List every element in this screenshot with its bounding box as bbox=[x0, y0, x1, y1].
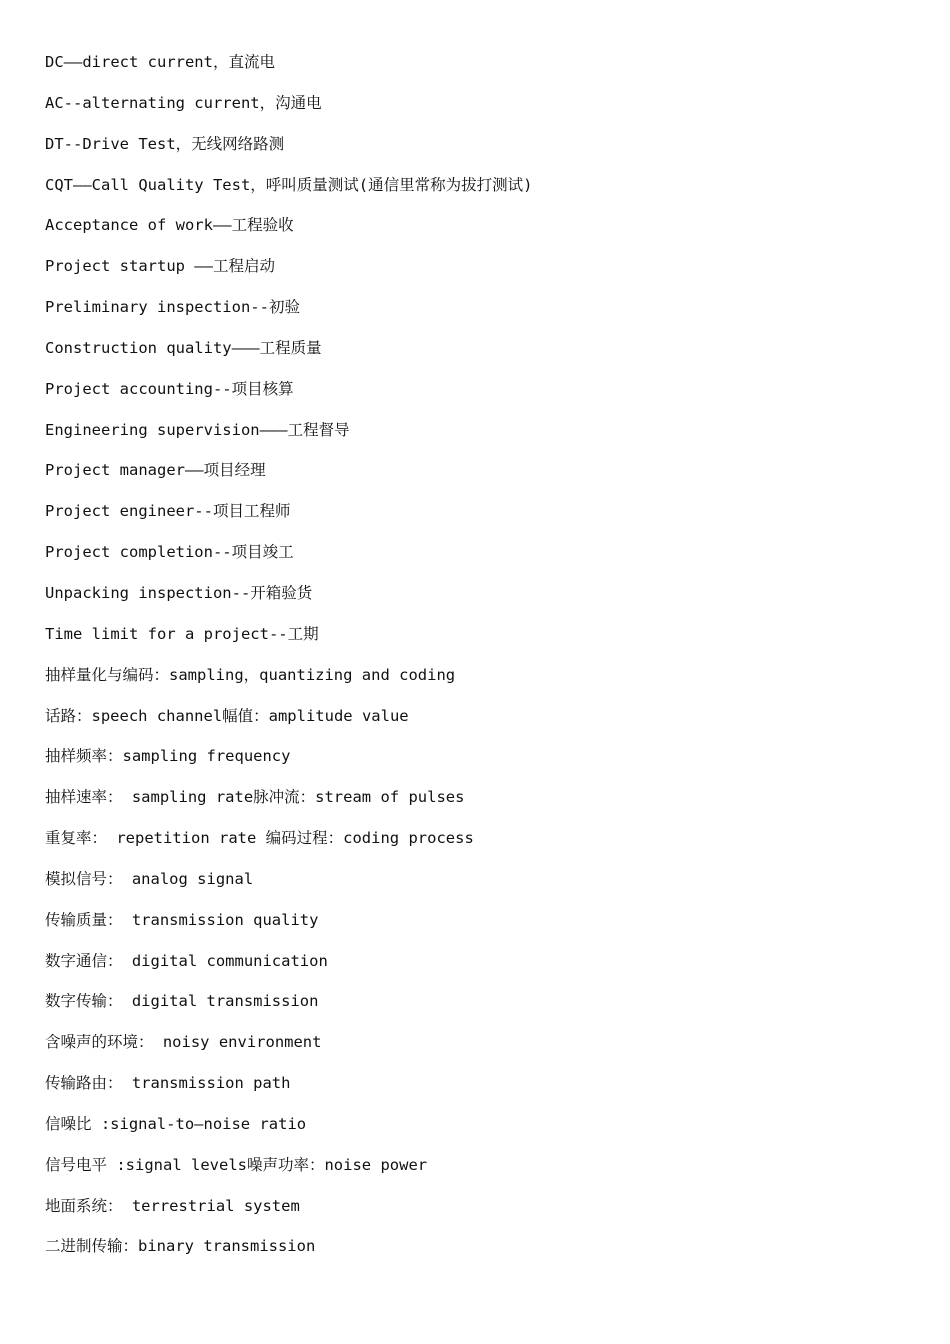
glossary-line: AC--alternating current，沟通电 bbox=[45, 93, 322, 112]
glossary-line: Unpacking inspection--开箱验货 bbox=[45, 583, 313, 602]
glossary-line: DT--Drive Test，无线网络路测 bbox=[45, 134, 285, 153]
glossary-line: 抽样频率：sampling frequency bbox=[45, 747, 291, 766]
glossary-line: Project manager——项目经理 bbox=[45, 461, 266, 480]
glossary-line: 信噪比 :signal-to—noise ratio bbox=[45, 1114, 307, 1133]
glossary-list bbox=[45, 48, 925, 1273]
glossary-line: Engineering supervision———工程督导 bbox=[45, 420, 350, 439]
glossary-line: CQT——Call Quality Test，呼叫质量测试(通信里常称为拔打测试) bbox=[45, 175, 533, 194]
glossary-line: Time limit for a project--工期 bbox=[45, 624, 319, 643]
glossary-line: 含噪声的环境： noisy environment bbox=[45, 1033, 322, 1052]
glossary-line: DC——direct current，直流电 bbox=[45, 53, 275, 71]
glossary-line: 数字通信： digital communication bbox=[45, 951, 328, 970]
glossary-line: 数字传输： digital transmission bbox=[45, 992, 319, 1011]
glossary-line: 传输质量： transmission quality bbox=[45, 910, 319, 929]
glossary-line: 信号电平 :signal levels噪声功率：noise power bbox=[45, 1155, 428, 1174]
glossary-line: 重复率： repetition rate 编码过程：coding process bbox=[45, 829, 474, 848]
glossary-line: Construction quality———工程质量 bbox=[45, 338, 322, 357]
glossary-line: Project engineer--项目工程师 bbox=[45, 502, 291, 521]
glossary-line: 地面系统： terrestrial system bbox=[45, 1196, 300, 1215]
glossary-line: Project accounting--项目核算 bbox=[45, 379, 294, 398]
glossary-line: Preliminary inspection--初验 bbox=[45, 298, 300, 317]
glossary-line: Project completion--项目竣工 bbox=[45, 543, 294, 562]
glossary-line: 抽样速率： sampling rate脉冲流：stream of pulses bbox=[45, 788, 465, 807]
glossary-line: 二进制传输：binary transmission bbox=[45, 1237, 316, 1256]
glossary-line: 话路：speech channel幅值：amplitude value bbox=[45, 706, 409, 725]
glossary-line: Acceptance of work——工程验收 bbox=[45, 216, 294, 235]
glossary-line: 模拟信号： analog signal bbox=[45, 869, 254, 888]
glossary-line: 抽样量化与编码：sampling，quantizing and coding bbox=[45, 665, 456, 684]
glossary-line: Project startup ——工程启动 bbox=[45, 257, 275, 276]
glossary-line: 传输路由： transmission path bbox=[45, 1074, 291, 1093]
